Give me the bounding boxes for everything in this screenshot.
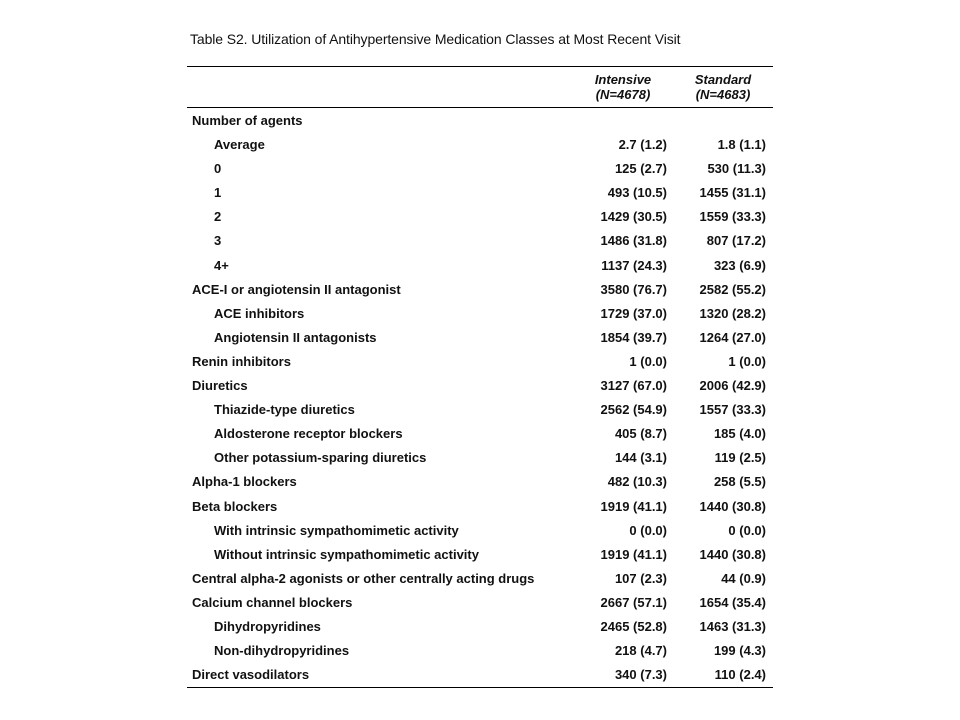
table-row xyxy=(187,422,773,446)
cell-intensive: 3127 (67.0) xyxy=(600,378,667,394)
row-label: 2 xyxy=(214,209,222,225)
column-header-intensive-name: Intensive xyxy=(594,72,652,87)
table-row xyxy=(187,157,773,181)
row-label: Without intrinsic sympathomimetic activity xyxy=(214,546,479,562)
cell-standard: 1320 (28.2) xyxy=(699,305,766,321)
cell-standard: 1654 (35.4) xyxy=(699,594,766,610)
cell-standard: 1440 (30.8) xyxy=(699,546,766,562)
cell-intensive: 144 (3.1) xyxy=(614,450,667,466)
column-header-standard-name: Standard xyxy=(694,72,752,87)
cell-standard: 0 (0.0) xyxy=(728,522,766,538)
cell-standard: 530 (11.3) xyxy=(707,161,766,177)
table-caption: Table S2. Utilization of Antihypertensive Medication Classes at Most Recent Visit xyxy=(190,31,681,47)
table-row xyxy=(187,446,773,470)
cell-standard: 1557 (33.3) xyxy=(699,402,766,418)
row-label: Aldosterone receptor blockers xyxy=(214,426,403,442)
cell-intensive: 1919 (41.1) xyxy=(600,546,667,562)
cell-standard: 807 (17.2) xyxy=(706,233,766,249)
table-row xyxy=(187,615,773,639)
cell-intensive: 1729 (37.0) xyxy=(600,305,667,321)
cell-intensive: 1429 (30.5) xyxy=(600,209,667,225)
table-row xyxy=(187,591,773,615)
table-row xyxy=(187,278,773,302)
table-row xyxy=(187,398,773,422)
table-body xyxy=(187,108,773,687)
row-label: Central alpha-2 agonists or other centrally acting drugs xyxy=(192,570,535,586)
cell-intensive: 218 (4.7) xyxy=(614,643,667,659)
cell-standard: 1264 (27.0) xyxy=(699,329,766,345)
cell-standard: 110 (2.4) xyxy=(714,667,766,683)
cell-standard: 185 (4.0) xyxy=(713,426,766,442)
cell-intensive: 3580 (76.7) xyxy=(600,281,667,297)
cell-intensive: 2465 (52.8) xyxy=(600,618,667,634)
table-row xyxy=(187,639,773,663)
cell-intensive: 1486 (31.8) xyxy=(600,233,667,249)
cell-standard: 1463 (31.3) xyxy=(699,618,766,634)
cell-intensive: 493 (10.5) xyxy=(607,185,667,201)
table-row xyxy=(187,229,773,253)
table-row xyxy=(187,567,773,591)
cell-standard: 1440 (30.8) xyxy=(699,498,766,514)
row-label: Non-dihydropyridines xyxy=(214,643,350,659)
cell-intensive: 0 (0.0) xyxy=(629,522,667,538)
cell-intensive: 2562 (54.9) xyxy=(600,402,667,418)
row-label: Direct vasodilators xyxy=(192,667,310,683)
row-label: Dihydropyridines xyxy=(214,618,321,634)
row-label: 4+ xyxy=(214,257,229,273)
cell-intensive: 2.7 (1.2) xyxy=(618,137,667,153)
row-label: Beta blockers xyxy=(192,498,278,514)
row-label: Other potassium-sparing diuretics xyxy=(214,450,427,466)
cell-standard: 2582 (55.2) xyxy=(699,281,766,297)
column-header-standard-n: (N=4683) xyxy=(695,87,751,102)
table-row xyxy=(187,543,773,567)
table-row xyxy=(187,519,773,543)
cell-standard: 258 (5.5) xyxy=(713,474,766,490)
table-row xyxy=(187,302,773,326)
row-label: Average xyxy=(214,137,265,153)
cell-intensive: 1 (0.0) xyxy=(629,353,667,369)
column-header-intensive xyxy=(581,72,665,102)
row-label: 0 xyxy=(214,161,222,177)
cell-intensive: 107 (2.3) xyxy=(614,570,667,586)
row-label: Angiotensin II antagonists xyxy=(214,329,377,345)
row-label: Renin inhibitors xyxy=(192,353,291,369)
row-label: Thiazide-type diuretics xyxy=(214,402,355,418)
row-label: 3 xyxy=(214,233,222,249)
cell-intensive: 1919 (41.1) xyxy=(600,498,667,514)
row-label: Alpha-1 blockers xyxy=(192,474,297,490)
cell-standard: 1559 (33.3) xyxy=(699,209,766,225)
table-row xyxy=(187,109,773,133)
column-header-intensive-n: (N=4678) xyxy=(595,87,651,102)
cell-intensive: 2667 (57.1) xyxy=(600,594,667,610)
cell-standard: 1455 (31.1) xyxy=(699,185,766,201)
row-label: ACE inhibitors xyxy=(214,305,305,321)
cell-intensive: 125 (2.7) xyxy=(614,161,667,177)
cell-standard: 44 (0.9) xyxy=(721,570,766,586)
table-row xyxy=(187,254,773,278)
cell-standard: 323 (6.9) xyxy=(713,257,766,273)
cell-intensive: 1854 (39.7) xyxy=(600,329,667,345)
cell-intensive: 482 (10.3) xyxy=(607,474,667,490)
table-row xyxy=(187,663,773,687)
cell-standard: 1 (0.0) xyxy=(728,353,766,369)
table-row xyxy=(187,205,773,229)
cell-standard: 119 (2.5) xyxy=(714,450,766,466)
cell-intensive: 1137 (24.3) xyxy=(601,257,667,273)
row-label: ACE-I or angiotensin II antagonist xyxy=(192,281,401,297)
row-label: Number of agents xyxy=(192,113,303,128)
medication-table xyxy=(187,66,773,688)
cell-standard: 2006 (42.9) xyxy=(699,378,766,394)
table-row xyxy=(187,374,773,398)
table-header xyxy=(187,67,773,108)
row-label: Calcium channel blockers xyxy=(192,594,353,610)
cell-standard: 199 (4.3) xyxy=(713,643,766,659)
table-row xyxy=(187,133,773,157)
table-row xyxy=(187,350,773,374)
cell-standard: 1.8 (1.1) xyxy=(717,137,766,153)
table-row xyxy=(187,470,773,494)
row-label: Diuretics xyxy=(192,378,248,394)
row-label: With intrinsic sympathomimetic activity xyxy=(214,522,459,538)
table-row xyxy=(187,181,773,205)
table-row xyxy=(187,495,773,519)
row-label: 1 xyxy=(214,185,222,201)
table-row xyxy=(187,326,773,350)
cell-intensive: 405 (8.7) xyxy=(614,426,667,442)
cell-intensive: 340 (7.3) xyxy=(614,667,667,683)
column-header-standard xyxy=(681,72,765,102)
